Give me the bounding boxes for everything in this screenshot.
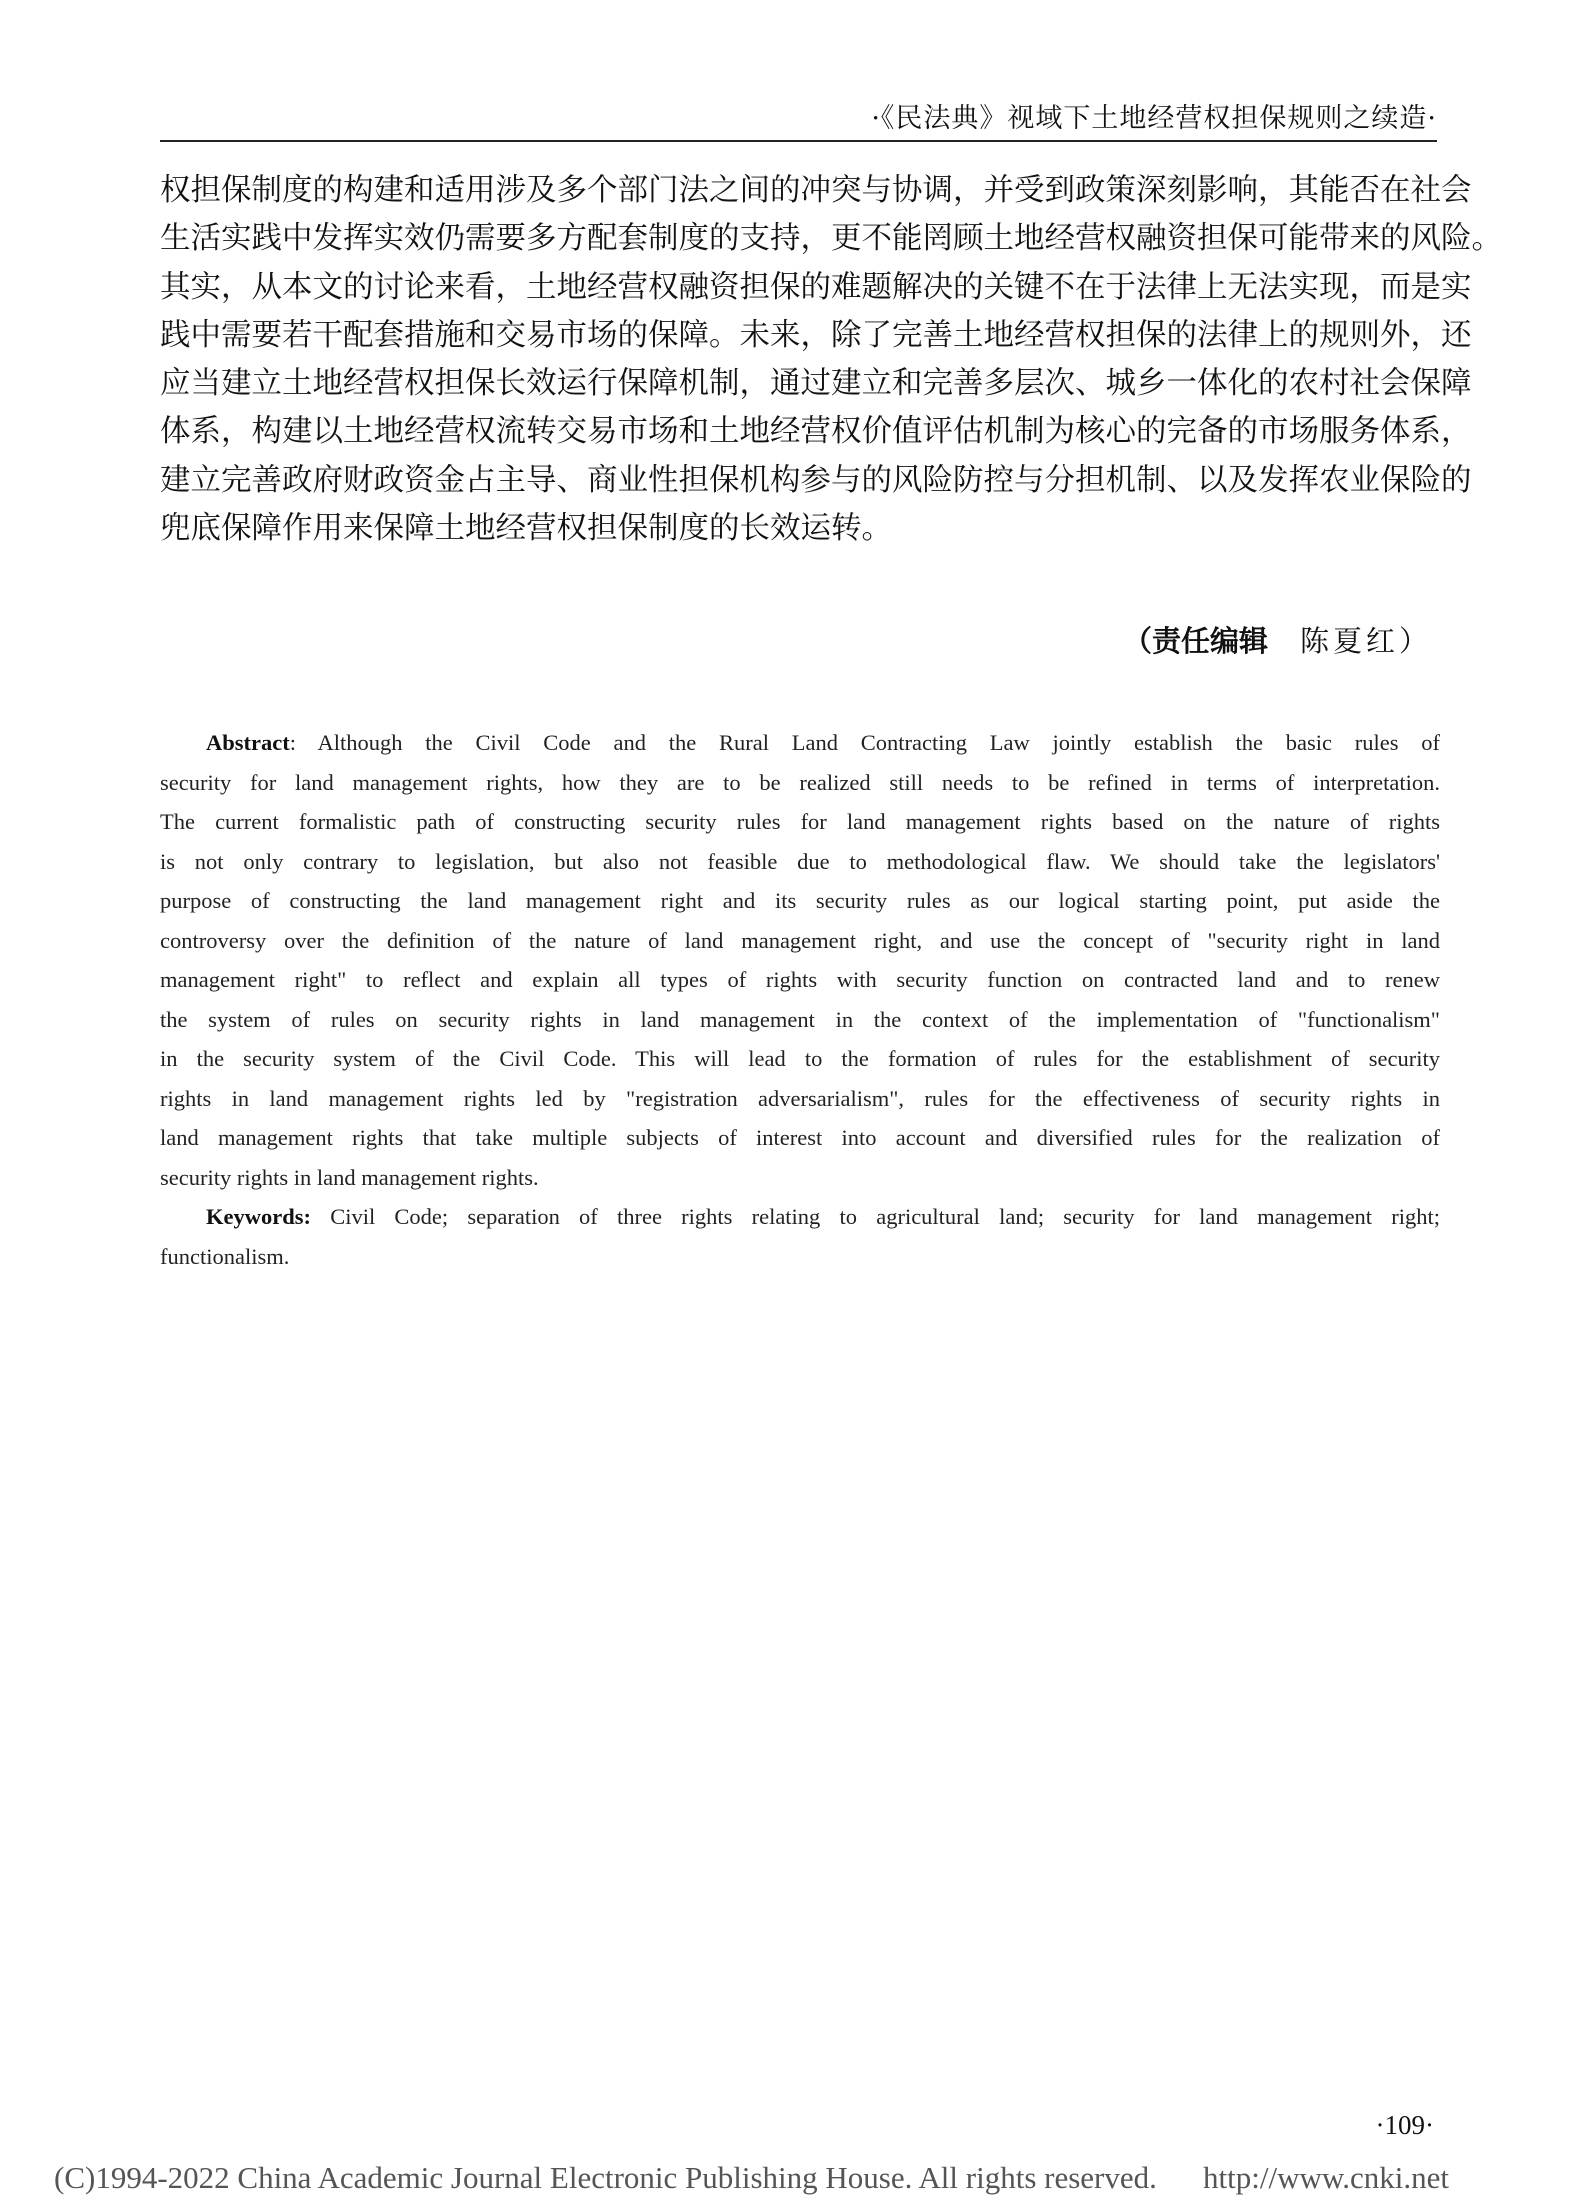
responsible-editor — [1123, 619, 1432, 660]
keywords-heading: Keywords: — [206, 1204, 311, 1229]
abstract-line: is not only contrary to legislation, but also not feasible due to methodological flaw. We should take the legislators' — [160, 848, 1440, 874]
running-header — [160, 96, 1437, 142]
keywords-line — [160, 1197, 1440, 1237]
body-line: 应当建立土地经营权担保长效运行保障机制，通过建立和完善多层次、城乡一体化的农村社会保障 — [160, 366, 1472, 402]
english-abstract — [160, 723, 1440, 1276]
body-line: 践中需要若干配套措施和交易市场的保障。未来，除了完善土地经营权担保的法律上的规则外，还 — [160, 317, 1472, 353]
abstract-line — [160, 723, 1440, 763]
body-line: 权担保制度的构建和适用涉及多个部门法之间的冲突与协调，并受到政策深刻影响，其能否在社会 — [160, 173, 1472, 208]
abstract-text: Although the Civil Code and the Rural Land Contracting Law jointly establish the basic rules of — [317, 730, 1440, 755]
abstract-heading: Abstract — [206, 730, 290, 755]
abstract-line: security for land management rights, how they are to be realized still needs to be refined in terms of interpretation. — [160, 769, 1440, 795]
abstract-line: land management rights that take multiple subjects of interest into account and diversified rules for the realization of — [160, 1125, 1440, 1150]
editor-label: （责任编辑 — [1122, 624, 1268, 658]
copyright-text: (C)1994-2022 China Academic Journal Electronic Publishing House. All rights reserved. — [54, 2160, 1157, 2195]
body-line: 其实，从本文的讨论来看，土地经营权融资担保的难题解决的关键不在于法律上无法实现，而是实 — [160, 269, 1472, 305]
keywords-line: functionalism. — [160, 1243, 290, 1269]
abstract-line: in the security system of the Civil Code. This will lead to the formation of rules for the establishment of security — [160, 1046, 1440, 1071]
abstract-separator: : — [289, 730, 318, 755]
body-line: 生活实践中发挥实效仍需要多方配套制度的支持，更不能罔顾土地经营权融资担保可能带来的风险。 — [160, 221, 1502, 257]
abstract-line: The current formalistic path of constructing security rules for land management rights based on the nature of rights — [160, 809, 1440, 834]
abstract-line: controversy over the definition of the nature of land management right, and use the concept of "security right in land — [160, 927, 1440, 953]
running-title: ·《民法典》视域下土地经营权担保规则之续造· — [871, 103, 1437, 134]
editor-name: 陈夏红） — [1299, 624, 1432, 658]
body-line: 体系，构建以土地经营权流转交易市场和土地经营权价值评估机制为核心的完备的市场服务体系， — [160, 414, 1472, 450]
keywords-text: Civil Code; separation of three rights relating to agricultural land; security for land management right; — [330, 1204, 1440, 1229]
cnki-link[interactable]: http://www.cnki.net — [1203, 2160, 1449, 2195]
copyright-footer — [54, 2160, 1449, 2196]
body-line: 建立完善政府财政资金占主导、商业性担保机构参与的风险防控与分担机制、以及发挥农业保险的 — [160, 462, 1472, 498]
page-number: ·109· — [1375, 2110, 1434, 2140]
abstract-line: security rights in land management rights. — [160, 1164, 539, 1190]
abstract-line: the system of rules on security rights in land management in the context of the implementation of "functionalism" — [160, 1006, 1440, 1032]
body-line: 兜底保障作用来保障土地经营权担保制度的长效运转。 — [160, 511, 892, 547]
abstract-line: rights in land management rights led by "registration adversarialism", rules for the effectiveness of security rights in — [160, 1085, 1440, 1111]
abstract-line: purpose of constructing the land management right and its security rules as our logical starting point, put aside the — [160, 888, 1440, 913]
abstract-line: management right" to reflect and explain all types of rights with security function on contracted land and to renew — [160, 967, 1440, 992]
body-paragraph — [160, 167, 1502, 553]
